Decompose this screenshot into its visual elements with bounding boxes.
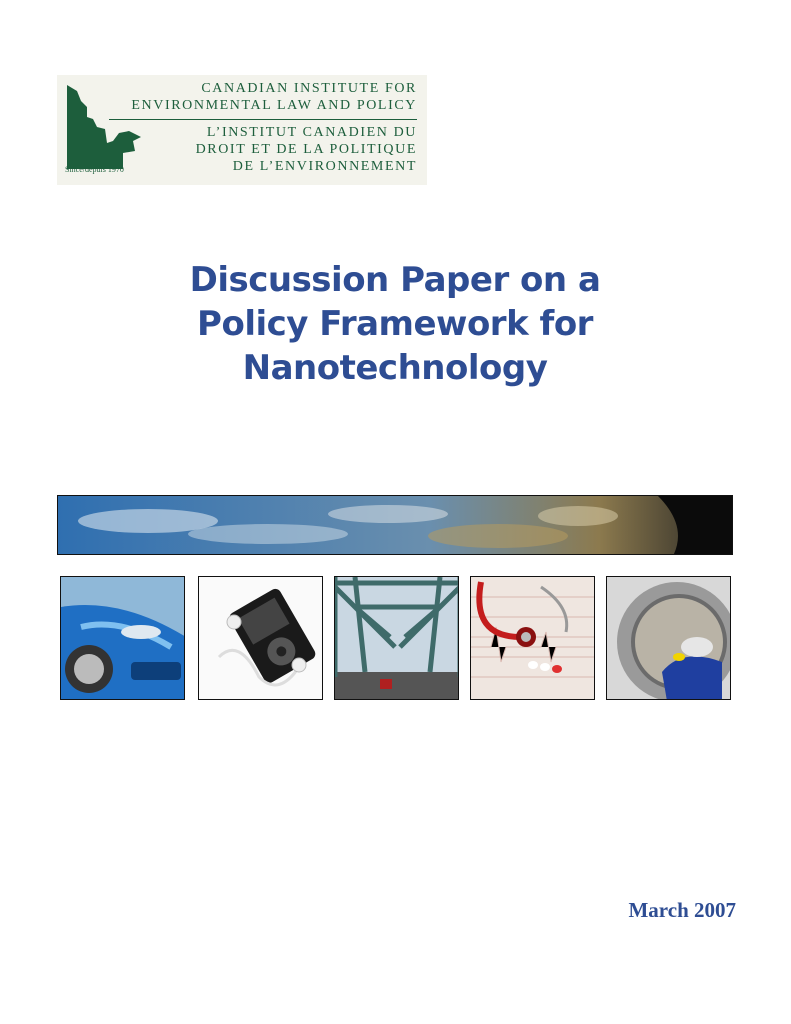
steel-bridge-image [334, 576, 459, 700]
stethoscope-pills-image [470, 576, 595, 700]
title-line-2: Policy Framework for [197, 304, 593, 344]
washing-machine-image [606, 576, 731, 700]
maple-leaf-logo-mark [63, 81, 145, 173]
earth-from-space-image [57, 495, 733, 555]
mp3-player-earbuds-image [198, 576, 323, 700]
institute-logo [57, 75, 427, 185]
blue-car-image [60, 576, 185, 700]
logo-english-line-1: CANADIAN INSTITUTE FOR [201, 81, 417, 96]
title-line-3: Nanotechnology [242, 348, 548, 388]
publication-date: March 2007 [628, 898, 736, 922]
logo-since-text: Since/depuis 1970 [65, 165, 124, 174]
logo-divider [109, 119, 417, 120]
logo-english-line-2: ENVIRONMENTAL LAW AND POLICY [131, 98, 417, 113]
title-line-1: Discussion Paper on a [189, 260, 601, 300]
document-title [95, 258, 695, 390]
logo-french-line-1: L’INSTITUT CANADIEN DU [206, 125, 417, 140]
logo-french-line-3: DE L’ENVIRONNEMENT [232, 159, 417, 174]
logo-french-line-2: DROIT ET DE LA POLITIQUE [195, 142, 417, 157]
